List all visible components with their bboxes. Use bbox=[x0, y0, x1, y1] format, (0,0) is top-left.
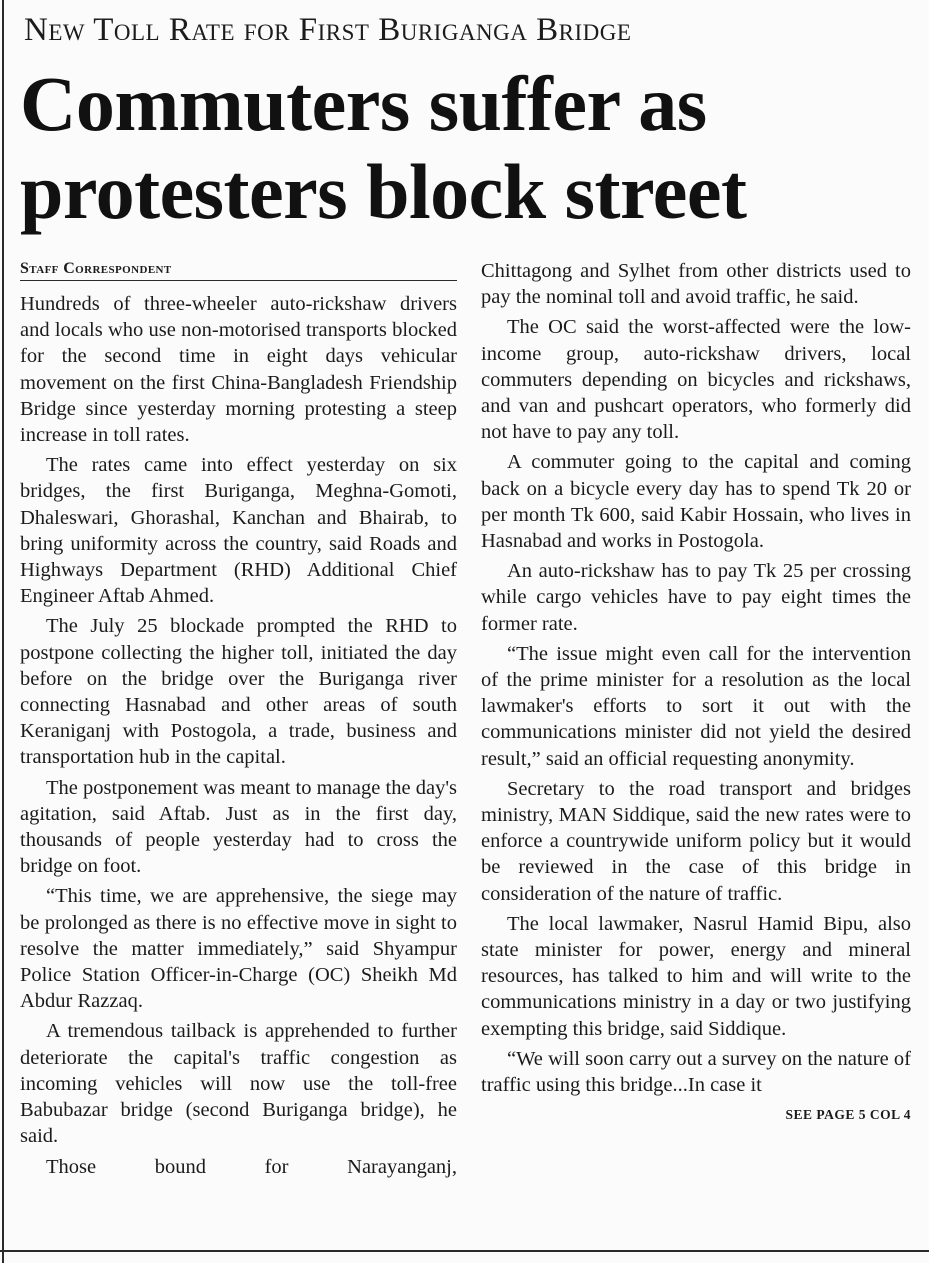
headline-line-2: protesters block street bbox=[20, 148, 747, 235]
paragraph: A commuter going to the capital and coming back on a bicycle every day has to spend Tk 20 or per month Tk 600, said Kabir Hossain, who lives in Hasnabad and works in Postogola. bbox=[481, 451, 911, 553]
paragraph: The rates came into effect yesterday on six bridges, the first Buriganga, Meghna-Gomoti, Dhaleswari, Ghorashal, Kanchan and Bhairab, to bring uniformity across the country, said Roads and Highways Department (RHD) Additional Chief Engineer Aftab Ahmed. bbox=[20, 454, 457, 608]
paragraph: “This time, we are apprehensive, the siege may be prolonged as there is no effective move in sight to resolve the matter immediately,” said Shyampur Police Station Officer-in-Charge (OC) Sheikh Md Abdur Razzaq. bbox=[20, 885, 457, 1013]
paragraph: The postponement was meant to manage the day's agitation, said Aftab. Just as in the first day, thousands of people yesterday had to cross the bridge on foot. bbox=[20, 776, 457, 878]
paragraph-continued: Those bound for Narayanganj, bbox=[46, 1155, 457, 1178]
continuation-jump: SEE PAGE 5 COL 4 bbox=[785, 1107, 911, 1123]
paragraph: The July 25 blockade prompted the RHD to postpone collecting the higher toll, initiated the day before on the bridge over the Buriganga river connecting Hasnabad and other areas of south Keraniganj with Postogola, a trade, business and transportation hub in the capital. bbox=[20, 615, 457, 769]
paragraph: A tremendous tailback is apprehended to further deteriorate the capital's traffic congestion as incoming vehicles will now use the toll-free Babubazar bridge (second Buriganga bridge), he said. bbox=[20, 1020, 457, 1148]
paragraph: The OC said the worst-affected were the low-income group, auto-rickshaw drivers, local commuters depending on bicycles and rickshaws, and van and pushcart operators, who formerly did not have to pay any toll. bbox=[481, 316, 911, 444]
paragraph: Hundreds of three-wheeler auto-rickshaw drivers and locals who use non-motorised transports blocked for the second time in eight days vehicular movement on the first China-Bangladesh Friendship Bridge since yesterday morning protesting a steep increase in toll rates. bbox=[20, 293, 457, 447]
article-column-left bbox=[20, 258, 457, 1184]
headline-line-1: Commuters suffer as bbox=[20, 60, 707, 147]
byline: Staff Correspondent bbox=[20, 258, 457, 281]
paragraph: “The issue might even call for the intervention of the prime minister for a resolution as the local lawmaker's efforts to sort it out with the communications minister did not yield the desired result,” said an official requesting anonymity. bbox=[481, 642, 911, 770]
paragraph: Secretary to the road transport and bridges ministry, MAN Siddique, said the new rates were to enforce a countrywide uniform policy but it would be reviewed in the case of this bridge in consideration of the nature of traffic. bbox=[481, 777, 911, 905]
main-headline bbox=[20, 60, 920, 236]
paragraph: The local lawmaker, Nasrul Hamid Bipu, also state minister for power, energy and mineral resources, has talked to him and will write to the communications ministry in a day or two justifying exempting this bridge, said Siddique. bbox=[481, 912, 911, 1040]
paragraph: An auto-rickshaw has to pay Tk 25 per crossing while cargo vehicles have to pay eight times the former rate. bbox=[481, 560, 911, 635]
article-column-right bbox=[481, 258, 911, 1129]
bottom-rule bbox=[0, 1250, 929, 1252]
kicker-headline: New Toll Rate for First Buriganga Bridge bbox=[24, 12, 632, 48]
paragraph: Chittagong and Sylhet from other districts used to pay the nominal toll and avoid traffic, he said. bbox=[481, 260, 911, 309]
paragraph: “We will soon carry out a survey on the nature of traffic using this bridge...In case it bbox=[481, 1047, 911, 1097]
left-column-rule bbox=[2, 0, 4, 1263]
